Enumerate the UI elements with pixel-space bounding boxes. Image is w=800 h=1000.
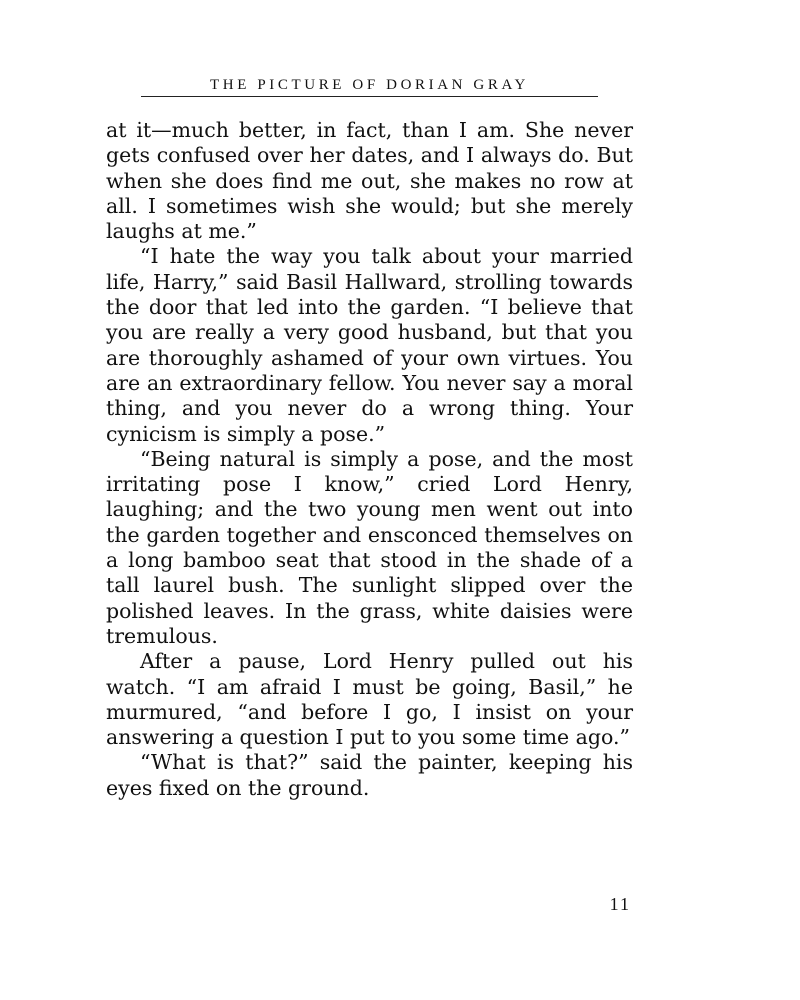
body-text xyxy=(106,118,633,801)
page-number: 11 xyxy=(609,894,631,914)
paragraph-1: at it—much better, in fact, than I am. She never gets confused over her dates, and I always do. But when she does find me out, she makes no row at all. I sometimes wish she would; but she merely laughs at me.” xyxy=(106,118,633,244)
paragraph-5: “What is that?” said the painter, keeping his eyes fixed on the ground. xyxy=(106,750,633,800)
running-head-rule xyxy=(141,96,598,97)
running-head: THE PICTURE OF DORIAN GRAY xyxy=(210,77,529,93)
paragraph-3: “Being natural is simply a pose, and the most irritating pose I know,” cried Lord Henry, laughing; and the two young men went out into the garden together and ensconced themselves on a long bamboo seat that stood in the shade of a tall laurel bush. The sunlight slipped over the polished leaves. In the grass, white daisies were tremulous. xyxy=(106,446,633,648)
paragraph-2: “I hate the way you talk about your married life, Harry,” said Basil Hallward, strolling towards the door that led into the garden. “I believe that you are really a very good husband, but that you are thoroughly ashamed of your own virtues. You are an extraordinary fellow. You never say a moral thing, and you never do a wrong thing. Your cynicism is simply a pose.” xyxy=(106,244,633,446)
paragraph-4: After a pause, Lord Henry pulled out his watch. “I am afraid I must be going, Basil,” he murmured, “and before I go, I insist on your answering a question I put to you some time ago.” xyxy=(106,649,633,750)
